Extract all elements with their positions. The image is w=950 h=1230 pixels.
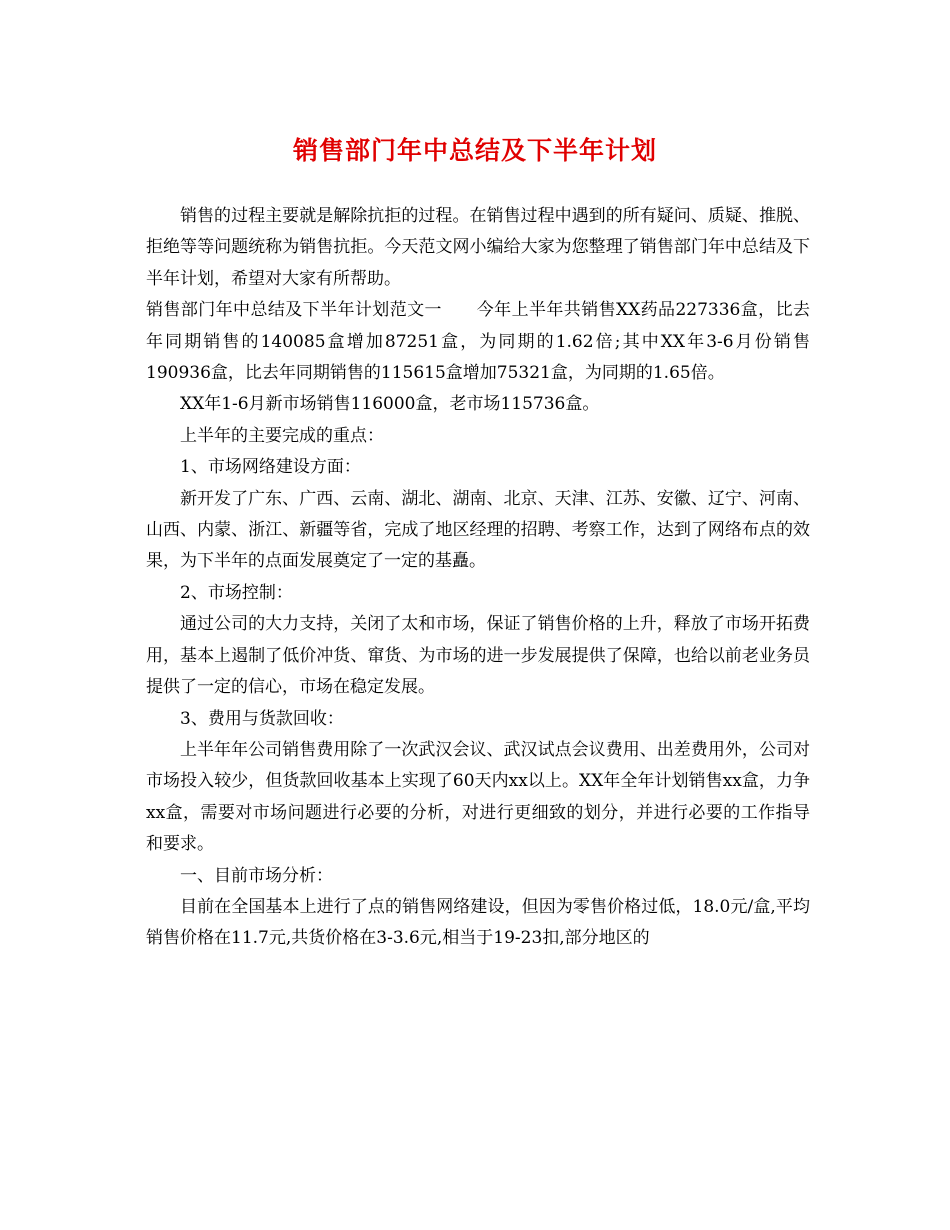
paragraph: 新开发了广东、广西、云南、湖北、湖南、北京、天津、江苏、安徽、辽宁、河南、山西、内蒙、浙江、新疆等省，完成了地区经理的招聘、考察工作，达到了网络布点的效果，为下半年的点面发展奠定了一定的基矗。 (146, 488, 810, 572)
document-body (146, 201, 810, 955)
section-heading: 1、市场网络建设方面： (180, 457, 361, 478)
paragraph: 销售部门年中总结及下半年计划范文一 今年上半年共销售XX药品227336盒，比去年同期销售的140085盒增加87251盒，为同期的1.62倍;其中XX年3-6月份销售190936盒，比去年同期销售的115615盒增加75321盒，为同期的1.65倍。 (146, 300, 810, 384)
paragraph: 销售的过程主要就是解除抗拒的过程。在销售过程中遇到的所有疑问、质疑、推脱、拒绝等等问题统称为销售抗拒。今天范文网小编给大家为您整理了销售部门年中总结及下半年计划，希望对大家有所帮助。 (146, 206, 810, 289)
section-heading: 2、市场控制： (180, 582, 293, 603)
section-heading: 一、目前市场分析： (180, 865, 333, 886)
paragraph: 上半年年公司销售费用除了一次武汉会议、武汉试点会议费用、出差费用外，公司对市场投入较少，但货款回收基本上实现了60天内xx以上。XX年全年计划销售xx盒，力争xx盒，需要对市场问题进行必要的分析，对进行更细致的划分，并进行必要的工作指导和要求。 (146, 739, 810, 855)
document-title: 销售部门年中总结及下半年计划 (292, 136, 657, 165)
paragraph: XX年1-6月新市场销售116000盒，老市场115736盒。 (180, 394, 600, 415)
paragraph: 目前在全国基本上进行了点的销售网络建设，但因为零售价格过低，18.0元/盒,平均销售价格在11.7元,共货价格在3-3.6元,相当于19-23扣,部分地区的 (146, 896, 810, 949)
paragraph: 上半年的主要完成的重点： (180, 425, 384, 446)
paragraph: 通过公司的大力支持，关闭了太和市场，保证了销售价格的上升，释放了市场开拓费用，基本上遏制了低价冲货、窜货、为市场的进一步发展提供了保障，也给以前老业务员提供了一定的信心，市场在稳定发展。 (146, 614, 810, 698)
section-heading: 3、费用与货款回收： (180, 708, 344, 729)
